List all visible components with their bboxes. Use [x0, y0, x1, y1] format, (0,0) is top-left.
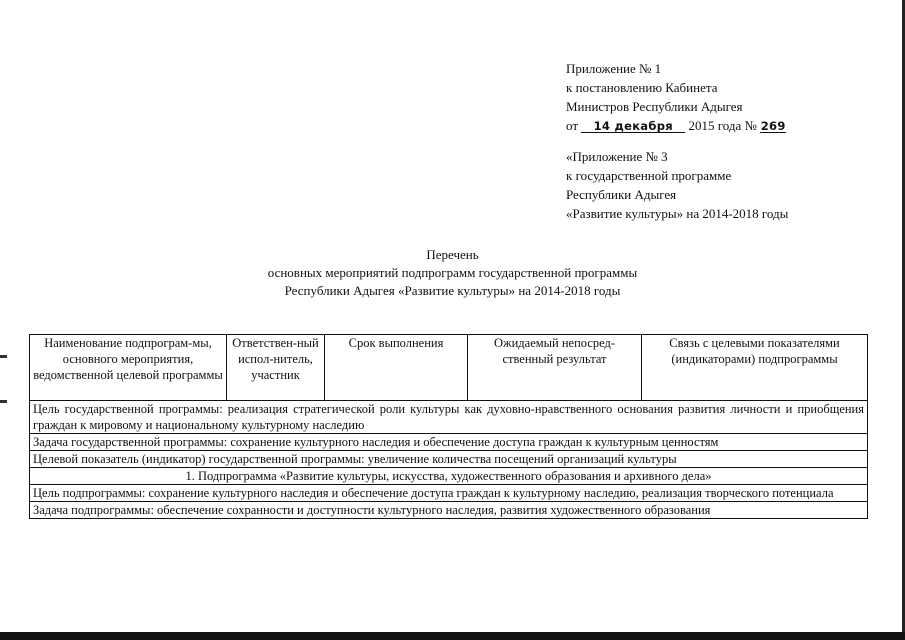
program-goal-cell: Цель государственной программы: реализация стратегической роли культуры как духовно-нравственного основания развития личности и приобщения граждан к мировому и национальному культурному наследию	[30, 401, 868, 434]
appendix-1-date-line	[566, 116, 786, 135]
heading-title: Перечень	[426, 247, 479, 262]
number-field	[760, 120, 786, 133]
table-header-row	[30, 335, 868, 401]
program-indicator-cell: Целевой показатель (индикатор) государственной программы: увеличение количества посещений организаций культуры	[30, 451, 868, 468]
appendix-1-block	[566, 59, 786, 135]
heading-subtitle: основных мероприятий подпрограмм государственной программы	[267, 265, 638, 280]
table-row	[30, 485, 868, 502]
table-row	[30, 468, 868, 485]
table-row	[30, 401, 868, 434]
header-cell-deadline: Срок выполнения	[325, 335, 468, 401]
header-cell-indicators: Связь с целевыми показателями (индикаторами) подпрограммы	[642, 335, 868, 401]
program-task-cell: Задача государственной программы: сохранение культурного наследия и обеспечение доступа граждан к культурным ценностям	[30, 434, 868, 451]
subprogram-goal-cell: Цель подпрограммы: сохранение культурного наследия и обеспечение доступа граждан к культурному наследию, реализация творческого потенциала	[30, 485, 868, 502]
header-cell-executor: Ответствен-ный испол-нитель, участник	[227, 335, 325, 401]
appendix-1-line: Министров Республики Адыгея	[566, 99, 743, 114]
appendix-3-title: «Приложение № 3	[566, 149, 668, 164]
header-cell-subprogram: Наименование подпрограм-мы, основного мероприятия, ведомственной целевой программы	[30, 335, 227, 401]
table-row	[30, 502, 868, 519]
number-value: 269	[760, 119, 786, 133]
appendix-1-line: к постановлению Кабинета	[566, 80, 718, 95]
date-value: 14 декабря	[593, 119, 673, 133]
subprogram-title-cell: 1. Подпрограмма «Развитие культуры, искусства, художественного образования и архивного дела»	[30, 468, 868, 485]
scan-bottom-edge	[0, 632, 905, 640]
appendix-1-title: Приложение № 1	[566, 61, 662, 76]
date-prefix: от	[566, 118, 579, 133]
header-cell-result: Ожидаемый непосред-ственный результат	[468, 335, 642, 401]
table-row	[30, 434, 868, 451]
subprogram-task-cell: Задача подпрограммы: обеспечение сохранности и доступности культурного наследия, развития художественного образования	[30, 502, 868, 519]
appendix-3-line: к государственной программе	[566, 168, 732, 183]
scan-margin-mark	[0, 355, 7, 358]
year-text: 2015 года №	[688, 118, 757, 133]
date-field	[581, 120, 685, 133]
measures-table	[29, 334, 868, 519]
appendix-3-line: «Развитие культуры» на 2014-2018 годы	[566, 206, 789, 221]
table-row	[30, 451, 868, 468]
scan-margin-mark	[0, 400, 7, 403]
appendix-3-block	[566, 147, 788, 223]
appendix-3-line: Республики Адыгея	[566, 187, 677, 202]
document-heading	[0, 246, 905, 300]
heading-subtitle: Республики Адыгея «Развитие культуры» на 2014-2018 годы	[284, 283, 621, 298]
